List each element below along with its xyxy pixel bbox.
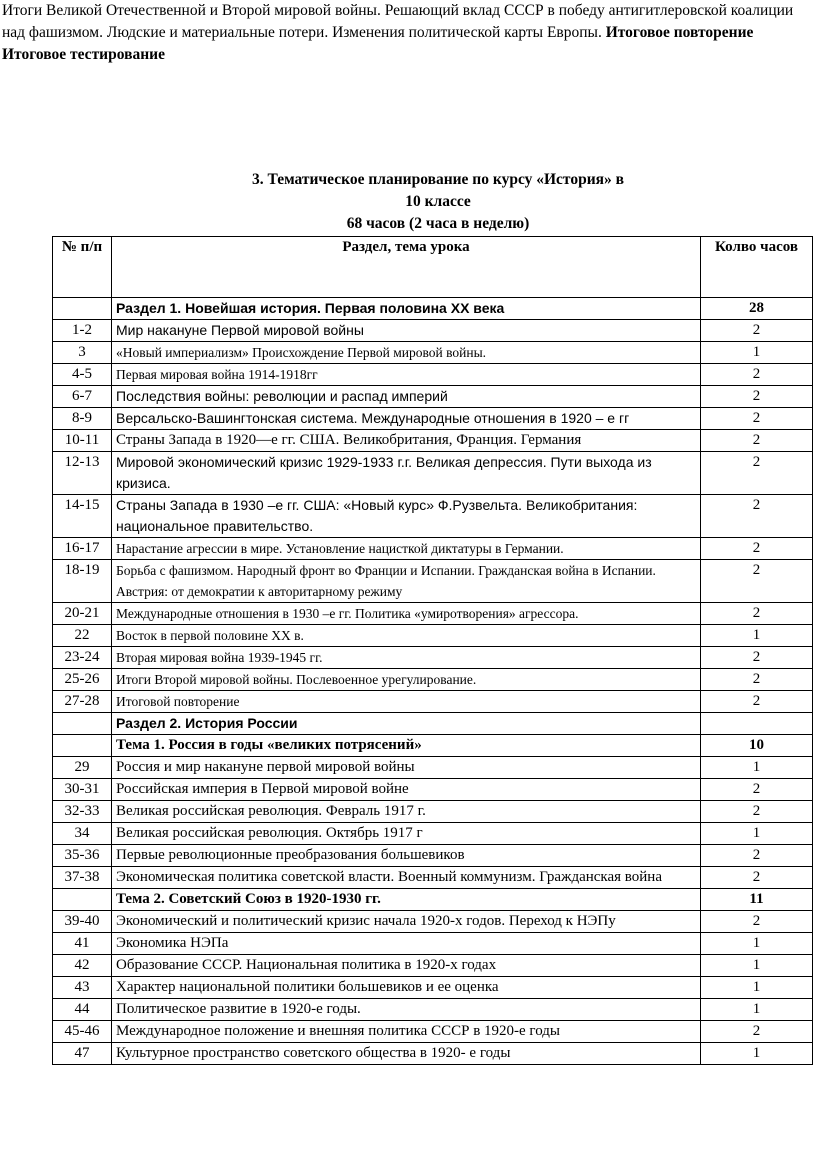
table-row (53, 757, 813, 779)
row-hours: 10 (701, 735, 813, 757)
row-number: 1-2 (53, 320, 112, 342)
row-number: 47 (53, 1043, 112, 1065)
row-topic: Раздел 1. Новейшая история. Первая половина XX века (112, 298, 701, 320)
row-topic: Культурное пространство советского общества в 1920- е годы (112, 1043, 701, 1065)
row-hours: 2 (701, 647, 813, 669)
table-row (53, 625, 813, 647)
row-topic: Образование СССР. Национальная политика в 1920-х годах (112, 955, 701, 977)
table-row (53, 1021, 813, 1043)
heading-line-3: 68 часов (2 часа в неделю) (346, 215, 530, 232)
row-number: 22 (53, 625, 112, 647)
table-row (53, 452, 813, 495)
row-hours: 2 (701, 1021, 813, 1043)
row-number: 10-11 (53, 430, 112, 452)
row-number: 37-38 (53, 867, 112, 889)
row-hours: 2 (701, 320, 813, 342)
table-row (53, 495, 813, 538)
row-topic: Российская империя в Первой мировой войне (112, 779, 701, 801)
row-hours: 11 (701, 889, 813, 911)
row-topic: Нарастание агрессии в мире. Установление нацисткой диктатуры в Германии. (112, 538, 701, 560)
row-number: 41 (53, 933, 112, 955)
table-row (53, 977, 813, 999)
row-topic: Россия и мир накануне первой мировой войны (112, 757, 701, 779)
row-hours: 2 (701, 669, 813, 691)
table-row (53, 823, 813, 845)
row-number (53, 889, 112, 911)
row-number: 8-9 (53, 408, 112, 430)
table-row (53, 955, 813, 977)
section-heading (0, 169, 816, 235)
table-row (53, 298, 813, 320)
row-topic: Великая российская революция. Февраль 1917 г. (112, 801, 701, 823)
intro-bold-review: Итоговое повторение (605, 24, 754, 41)
row-hours: 2 (701, 364, 813, 386)
row-topic: Мировой экономический кризис 1929-1933 г.г. Великая депрессия. Пути выхода из кризиса. (112, 452, 701, 495)
table-row (53, 889, 813, 911)
row-hours: 2 (701, 911, 813, 933)
row-hours: 2 (701, 867, 813, 889)
row-hours: 1 (701, 757, 813, 779)
table-body (53, 298, 813, 1065)
table-row (53, 364, 813, 386)
header-number: № п/п (53, 237, 112, 298)
row-number: 16-17 (53, 538, 112, 560)
table-row (53, 342, 813, 364)
table-row (53, 669, 813, 691)
row-number: 45-46 (53, 1021, 112, 1043)
row-hours: 2 (701, 495, 813, 538)
row-hours: 2 (701, 452, 813, 495)
row-hours: 2 (701, 408, 813, 430)
row-topic: Международное положение и внешняя политика СССР в 1920-е годы (112, 1021, 701, 1043)
table-row (53, 933, 813, 955)
heading-line-2: 10 классе (405, 193, 471, 210)
row-topic: Борьба с фашизмом. Народный фронт во Франции и Испании. Гражданская война в Испании. Австрия: от демократии к авторитарному режиму (112, 560, 701, 603)
row-number: 27-28 (53, 691, 112, 713)
table-row (53, 320, 813, 342)
row-number: 4-5 (53, 364, 112, 386)
row-topic: Итоговой повторение (112, 691, 701, 713)
table-row (53, 538, 813, 560)
row-topic: Экономика НЭПа (112, 933, 701, 955)
table-row (53, 735, 813, 757)
row-number: 29 (53, 757, 112, 779)
row-number (53, 735, 112, 757)
row-hours: 1 (701, 625, 813, 647)
row-number: 43 (53, 977, 112, 999)
row-number: 35-36 (53, 845, 112, 867)
row-topic: Тема 1. Россия в годы «великих потрясений» (112, 735, 701, 757)
table-row (53, 845, 813, 867)
row-hours: 1 (701, 1043, 813, 1065)
row-hours (701, 713, 813, 735)
row-number: 39-40 (53, 911, 112, 933)
row-hours: 2 (701, 779, 813, 801)
planning-table (52, 236, 813, 1065)
intro-text: Итоги Великой Отечественной и Второй мировой войны. Решающий вклад СССР в победу антигитлеровской коалиции над фашизмом. Людские и материальные потери. Изменения политической карты Европы. (2, 2, 794, 41)
row-hours: 2 (701, 560, 813, 603)
table-row (53, 911, 813, 933)
intro-bold-test: Итоговое тестирование (2, 46, 165, 63)
row-topic: Политическое развитие в 1920-е годы. (112, 999, 701, 1021)
row-topic: Мир накануне Первой мировой войны (112, 320, 701, 342)
row-hours: 2 (701, 538, 813, 560)
row-topic: Восток в первой половине XX в. (112, 625, 701, 647)
row-topic: Экономическая политика советской власти. Военный коммунизм. Гражданская война (112, 867, 701, 889)
intro-paragraph (2, 0, 814, 66)
row-topic: Последствия войны: революции и распад империй (112, 386, 701, 408)
row-number: 34 (53, 823, 112, 845)
row-number: 32-33 (53, 801, 112, 823)
row-hours: 1 (701, 342, 813, 364)
row-topic: Экономический и политический кризис начала 1920-х годов. Переход к НЭПу (112, 911, 701, 933)
row-hours: 2 (701, 603, 813, 625)
row-number: 3 (53, 342, 112, 364)
row-hours: 2 (701, 801, 813, 823)
row-topic: Страны Запада в 1920—е гг. США. Великобритания, Франция. Германия (112, 430, 701, 452)
row-hours: 1 (701, 977, 813, 999)
row-hours: 2 (701, 430, 813, 452)
row-hours: 2 (701, 845, 813, 867)
row-number: 30-31 (53, 779, 112, 801)
row-number: 12-13 (53, 452, 112, 495)
row-number: 18-19 (53, 560, 112, 603)
row-number: 20-21 (53, 603, 112, 625)
row-topic: Великая российская революция. Октябрь 1917 г (112, 823, 701, 845)
table-row (53, 603, 813, 625)
row-topic: Вторая мировая война 1939-1945 гг. (112, 647, 701, 669)
row-hours: 28 (701, 298, 813, 320)
row-topic: Страны Запада в 1930 –е гг. США: «Новый курс» Ф.Рузвельта. Великобритания: национальное правительство. (112, 495, 701, 538)
row-topic: Характер национальной политики большевиков и ее оценка (112, 977, 701, 999)
table-row (53, 430, 813, 452)
row-number (53, 713, 112, 735)
row-number: 42 (53, 955, 112, 977)
table-row (53, 691, 813, 713)
table-row (53, 647, 813, 669)
header-hours: Колво часов (701, 237, 813, 298)
row-hours: 2 (701, 691, 813, 713)
row-number (53, 298, 112, 320)
table-row (53, 560, 813, 603)
row-hours: 2 (701, 386, 813, 408)
header-topic: Раздел, тема урока (112, 237, 701, 298)
row-number: 23-24 (53, 647, 112, 669)
table-row (53, 408, 813, 430)
row-topic: «Новый империализм» Происхождение Первой мировой войны. (112, 342, 701, 364)
row-number: 44 (53, 999, 112, 1021)
row-topic: Первая мировая война 1914-1918гг (112, 364, 701, 386)
row-number: 14-15 (53, 495, 112, 538)
row-topic: Раздел 2. История России (112, 713, 701, 735)
table-row (53, 1043, 813, 1065)
row-hours: 1 (701, 933, 813, 955)
heading-line-1: 3. Тематическое планирование по курсу «История» в (251, 171, 625, 188)
row-hours: 1 (701, 955, 813, 977)
table-header-row (53, 237, 813, 298)
row-topic: Первые революционные преобразования большевиков (112, 845, 701, 867)
table-row (53, 713, 813, 735)
row-topic: Международные отношения в 1930 –е гг. Политика «умиротворения» агрессора. (112, 603, 701, 625)
row-number: 25-26 (53, 669, 112, 691)
row-topic: Тема 2. Советский Союз в 1920-1930 гг. (112, 889, 701, 911)
table-row (53, 801, 813, 823)
row-hours: 1 (701, 823, 813, 845)
row-topic: Итоги Второй мировой войны. Послевоенное урегулирование. (112, 669, 701, 691)
table-row (53, 386, 813, 408)
row-number: 6-7 (53, 386, 112, 408)
row-topic: Версальско-Вашингтонская система. Международные отношения в 1920 – е гг (112, 408, 701, 430)
table-row (53, 779, 813, 801)
table-row (53, 867, 813, 889)
row-hours: 1 (701, 999, 813, 1021)
table-row (53, 999, 813, 1021)
